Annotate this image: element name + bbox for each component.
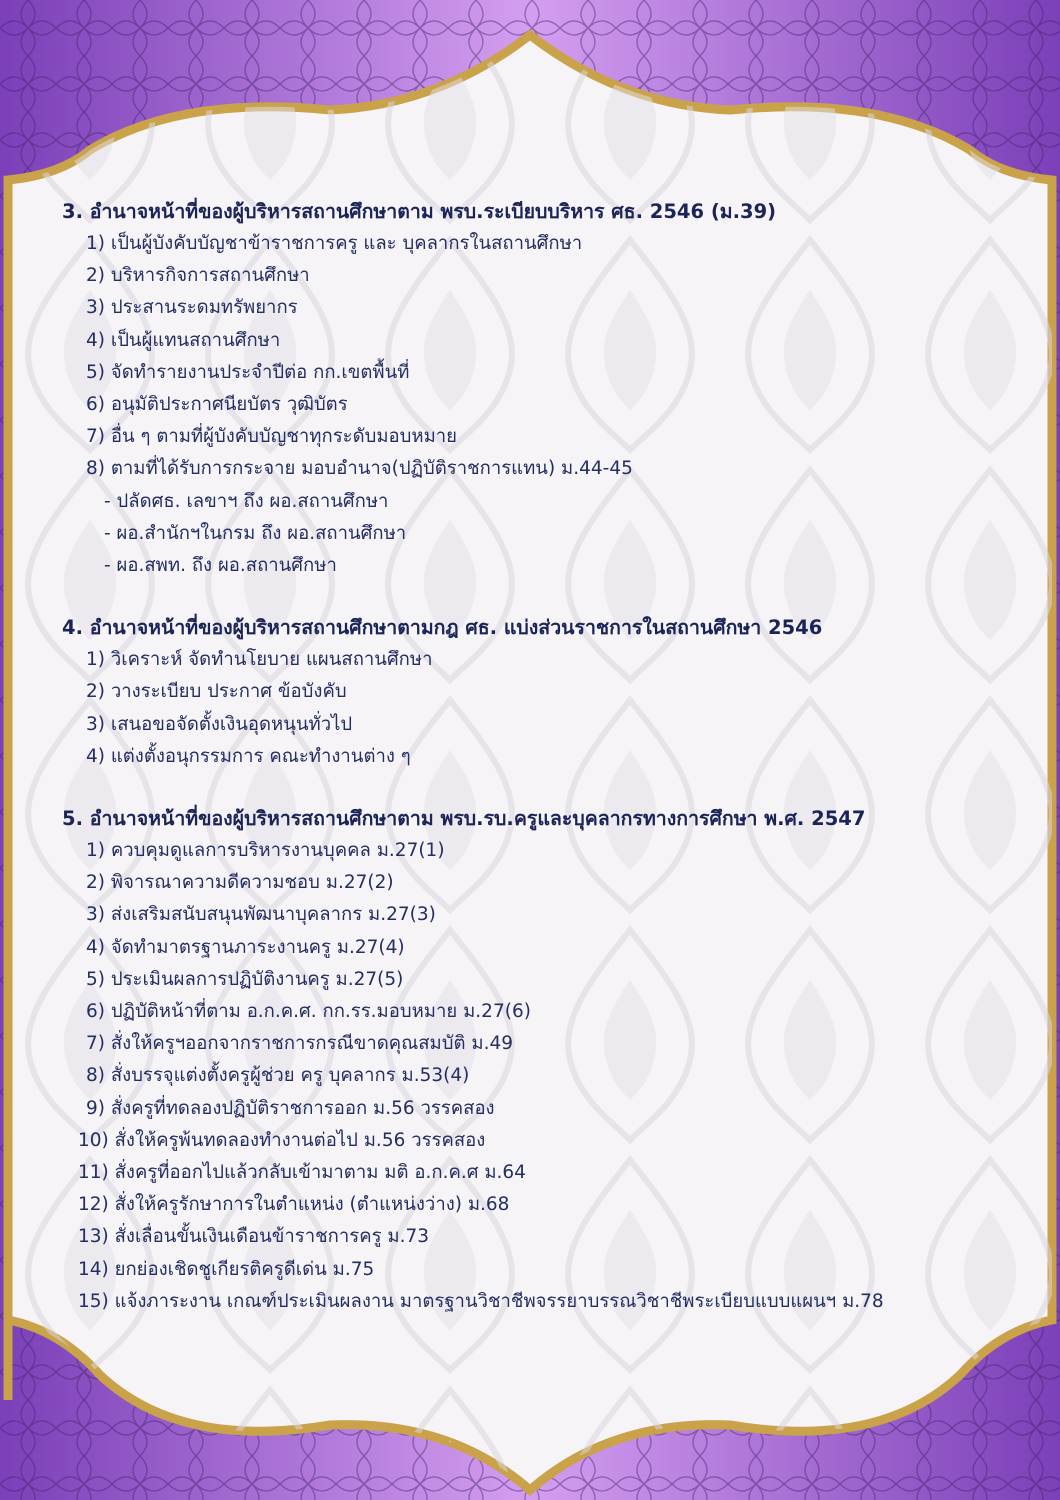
list-item: 8) สั่งบรรจุแต่งตั้งครูผู้ช่วย ครู บุคลากร ม.53(4)	[86, 1065, 470, 1087]
section-title: 4. อำนาจหน้าที่ของผู้บริหารสถานศึกษาตามกฎ ศธ. แบ่งส่วนราชการในสถานศึกษา 2546	[62, 616, 823, 640]
list-item: 2) บริหารกิจการสถานศึกษา	[86, 265, 310, 287]
list-item: 10) สั่งให้ครูพ้นทดลองทำงานต่อไป ม.56 วรรคสอง	[78, 1129, 486, 1151]
list-item: 4) แต่งตั้งอนุกรรมการ คณะทำงานต่าง ๆ	[86, 745, 411, 767]
list-item: 1) วิเคราะห์ จัดทำนโยบาย แผนสถานศึกษา	[86, 649, 433, 671]
section-title: 5. อำนาจหน้าที่ของผู้บริหารสถานศึกษาตาม พรบ.รบ.ครูและบุคลากรทางการศึกษา พ.ศ. 2547	[62, 807, 866, 831]
list-item: 1) ควบคุมดูแลการบริหารงานบุคคล ม.27(1)	[86, 840, 445, 862]
sub-list-item: - ผอ.สำนักฯในกรม ถึง ผอ.สถานศึกษา	[104, 522, 407, 544]
list-item: 3) ประสานระดมทรัพยากร	[86, 297, 298, 319]
document-content	[62, 196, 1002, 1348]
list-item: 11) สั่งครูที่ออกไปแล้วกลับเข้ามาตาม มติ อ.ก.ค.ศ ม.64	[78, 1162, 526, 1184]
list-item: 5) จัดทำรายงานประจำปีต่อ กก.เขตพื้นที่	[86, 361, 410, 383]
list-item: 9) สั่งครูที่ทดลองปฏิบัติราชการออก ม.56 วรรคสอง	[86, 1097, 495, 1119]
list-item: 2) พิจารณาความดีความชอบ ม.27(2)	[86, 872, 394, 894]
section-5	[62, 803, 1002, 1318]
section-title: 3. อำนาจหน้าที่ของผู้บริหารสถานศึกษาตาม พรบ.ระเบียบบริหาร ศธ. 2546 (ม.39)	[62, 200, 777, 223]
list-item: 3) ส่งเสริมสนับสนุนพัฒนาบุคลากร ม.27(3)	[86, 904, 436, 926]
list-item: 3) เสนอขอจัดตั้งเงินอุดหนุนทั่วไป	[86, 713, 353, 735]
list-item: 2) วางระเบียบ ประกาศ ข้อบังคับ	[86, 681, 347, 703]
section-4	[62, 612, 1002, 773]
sub-list-item: - ปลัดศธ. เลขาฯ ถึง ผอ.สถานศึกษา	[104, 490, 389, 512]
list-item: 1) เป็นผู้บังคับบัญชาข้าราชการครู และ บุคลากรในสถานศึกษา	[86, 233, 583, 254]
list-item: 8) ตามที่ได้รับการกระจาย มอบอำนาจ(ปฏิบัติราชการแทน) ม.44-45	[86, 458, 633, 480]
list-item: 6) อนุมัติประกาศนียบัตร วุฒิบัตร	[86, 394, 348, 416]
list-item: 12) สั่งให้ครูรักษาการในตำแหน่ง (ตำแหน่งว่าง) ม.68	[78, 1194, 510, 1216]
list-item: 14) ยกย่องเชิดชูเกียรติครูดีเด่น ม.75	[78, 1258, 375, 1280]
list-item: 5) ประเมินผลการปฏิบัติงานครู ม.27(5)	[86, 968, 404, 990]
list-item: 6) ปฏิบัติหน้าที่ตาม อ.ก.ค.ศ. กก.รร.มอบหมาย ม.27(6)	[86, 1001, 531, 1023]
sub-list-item: - ผอ.สพท. ถึง ผอ.สถานศึกษา	[104, 555, 337, 577]
list-item: 7) สั่งให้ครูฯออกจากราชการกรณีขาดคุณสมบัติ ม.49	[86, 1033, 514, 1055]
list-item: 15) แจ้งภาระงาน เกณฑ์ประเมินผลงาน มาตรฐานวิชาชีพจรรยาบรรณวิชาชีพระเบียบแบบแผนฯ ม.78	[78, 1290, 884, 1312]
section-3	[62, 196, 1002, 582]
list-item: 4) จัดทำมาตรฐานภาระงานครู ม.27(4)	[86, 936, 405, 958]
list-item: 13) สั่งเลื่อนขั้นเงินเดือนข้าราชการครู ม.73	[78, 1226, 430, 1248]
list-item: 4) เป็นผู้แทนสถานศึกษา	[86, 329, 281, 351]
list-item: 7) อื่น ๆ ตามที่ผู้บังคับบัญชาทุกระดับมอบหมาย	[86, 426, 457, 448]
